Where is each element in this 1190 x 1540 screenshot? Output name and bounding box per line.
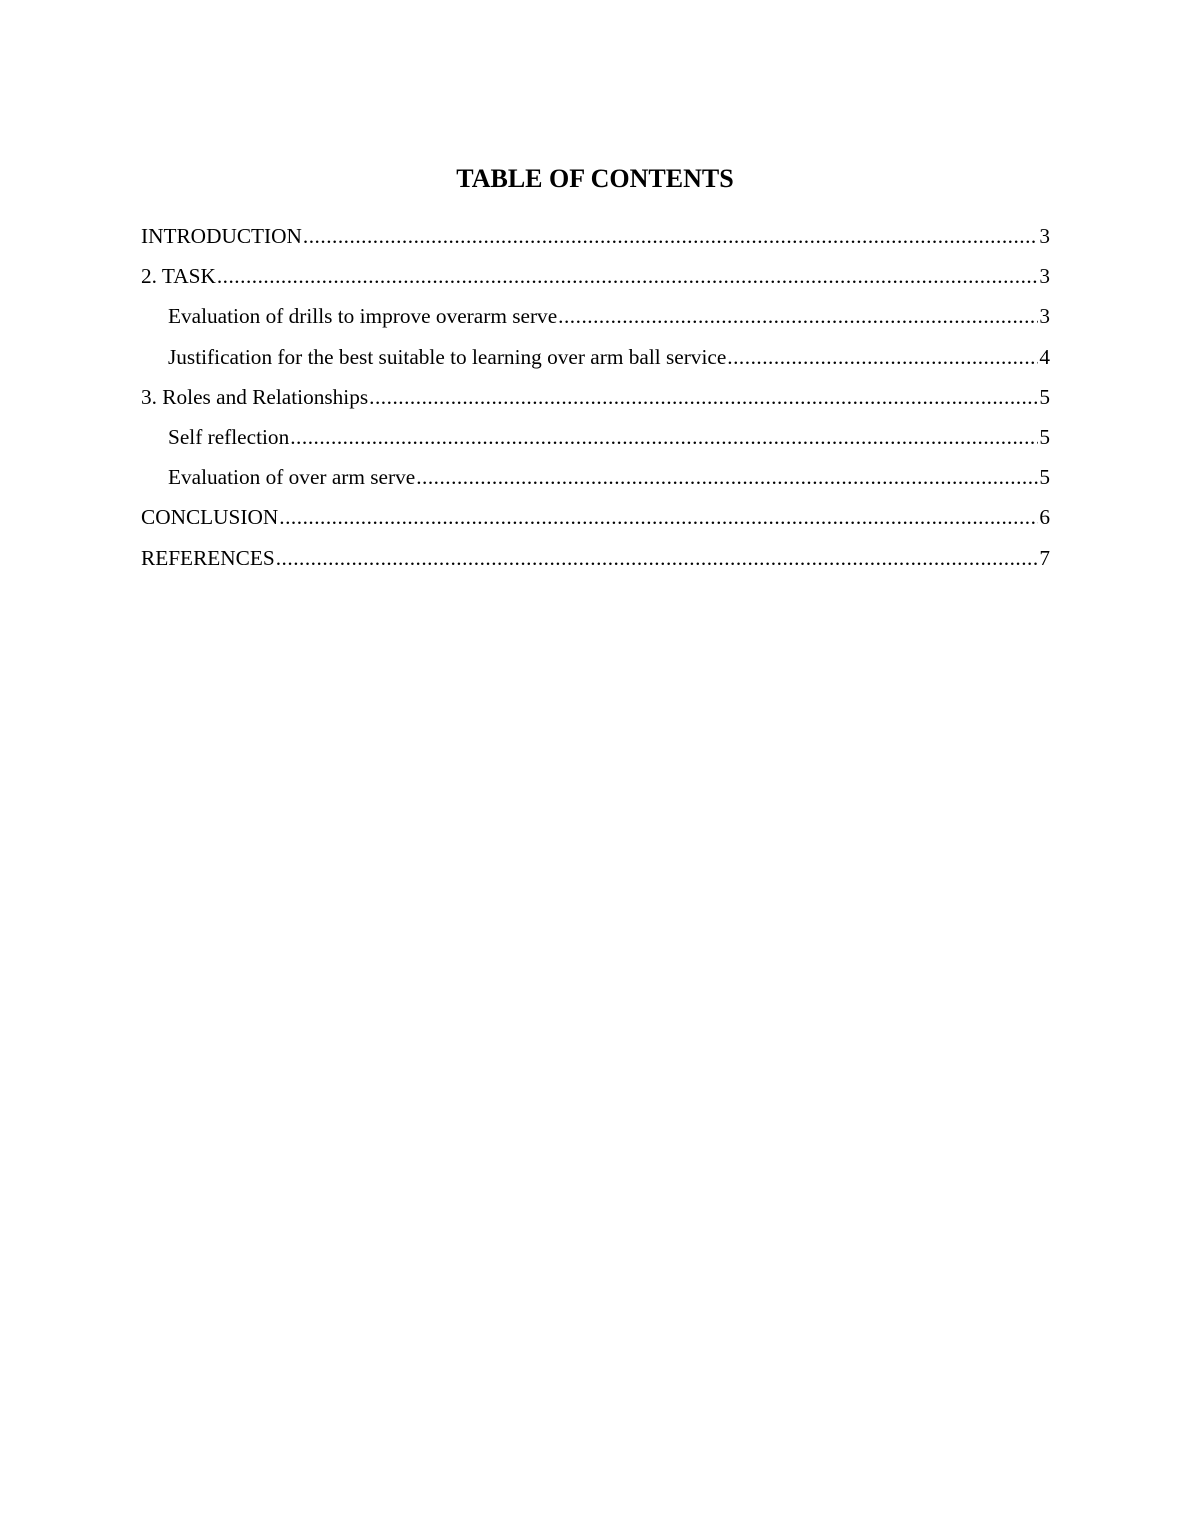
toc-dot-leader: [276, 542, 1039, 574]
toc-entry-conclusion[interactable]: [141, 501, 1050, 541]
toc-entry-task[interactable]: [141, 260, 1050, 300]
toc-page-number: 4: [1039, 344, 1050, 369]
toc-entry-self-reflection[interactable]: [141, 421, 1050, 461]
toc-page-number: 5: [1039, 384, 1050, 409]
toc-entry-evaluation-of-drills[interactable]: [141, 300, 1050, 340]
toc-entry-references[interactable]: [141, 542, 1050, 582]
toc-dot-leader: [558, 300, 1038, 332]
toc-page-number: 6: [1039, 505, 1050, 530]
toc-dot-leader: [369, 381, 1038, 413]
toc-entry-label: Self reflection: [168, 424, 290, 449]
toc-title: TABLE OF CONTENTS: [456, 164, 734, 193]
toc-dot-leader: [290, 421, 1038, 453]
toc-entry-label: 2. TASK: [141, 264, 216, 289]
toc-page-number: 5: [1039, 465, 1050, 490]
toc-page-number: 3: [1039, 304, 1050, 329]
toc-entry-label: Justification for the best suitable to learning over arm ball service: [168, 344, 727, 369]
toc-page-number: 5: [1039, 424, 1050, 449]
toc-dot-leader: [303, 220, 1038, 252]
toc-page-number: 3: [1039, 264, 1050, 289]
toc-entry-evaluation-of-over-arm-serve[interactable]: [141, 461, 1050, 501]
toc-entry-label: INTRODUCTION: [141, 224, 302, 248]
toc-entry-label: Evaluation of drills to improve overarm serve: [168, 304, 558, 329]
toc-entry-label: REFERENCES: [141, 545, 275, 570]
toc-entry-label: Evaluation of over arm serve: [168, 465, 416, 490]
toc-dot-leader: [416, 461, 1038, 493]
toc-entry-introduction[interactable]: [141, 220, 1050, 260]
toc-page-number: 3: [1039, 224, 1050, 248]
toc-dot-leader: [217, 260, 1039, 292]
toc-dot-leader: [727, 341, 1038, 373]
toc-list: [141, 220, 1050, 582]
toc-page-number: 7: [1039, 545, 1050, 570]
toc-entry-justification[interactable]: [141, 341, 1050, 381]
toc-dot-leader: [279, 501, 1038, 533]
toc-entry-label: CONCLUSION: [141, 505, 279, 530]
toc-entry-roles-and-relationships[interactable]: [141, 381, 1050, 421]
toc-entry-label: 3. Roles and Relationships: [141, 384, 369, 409]
